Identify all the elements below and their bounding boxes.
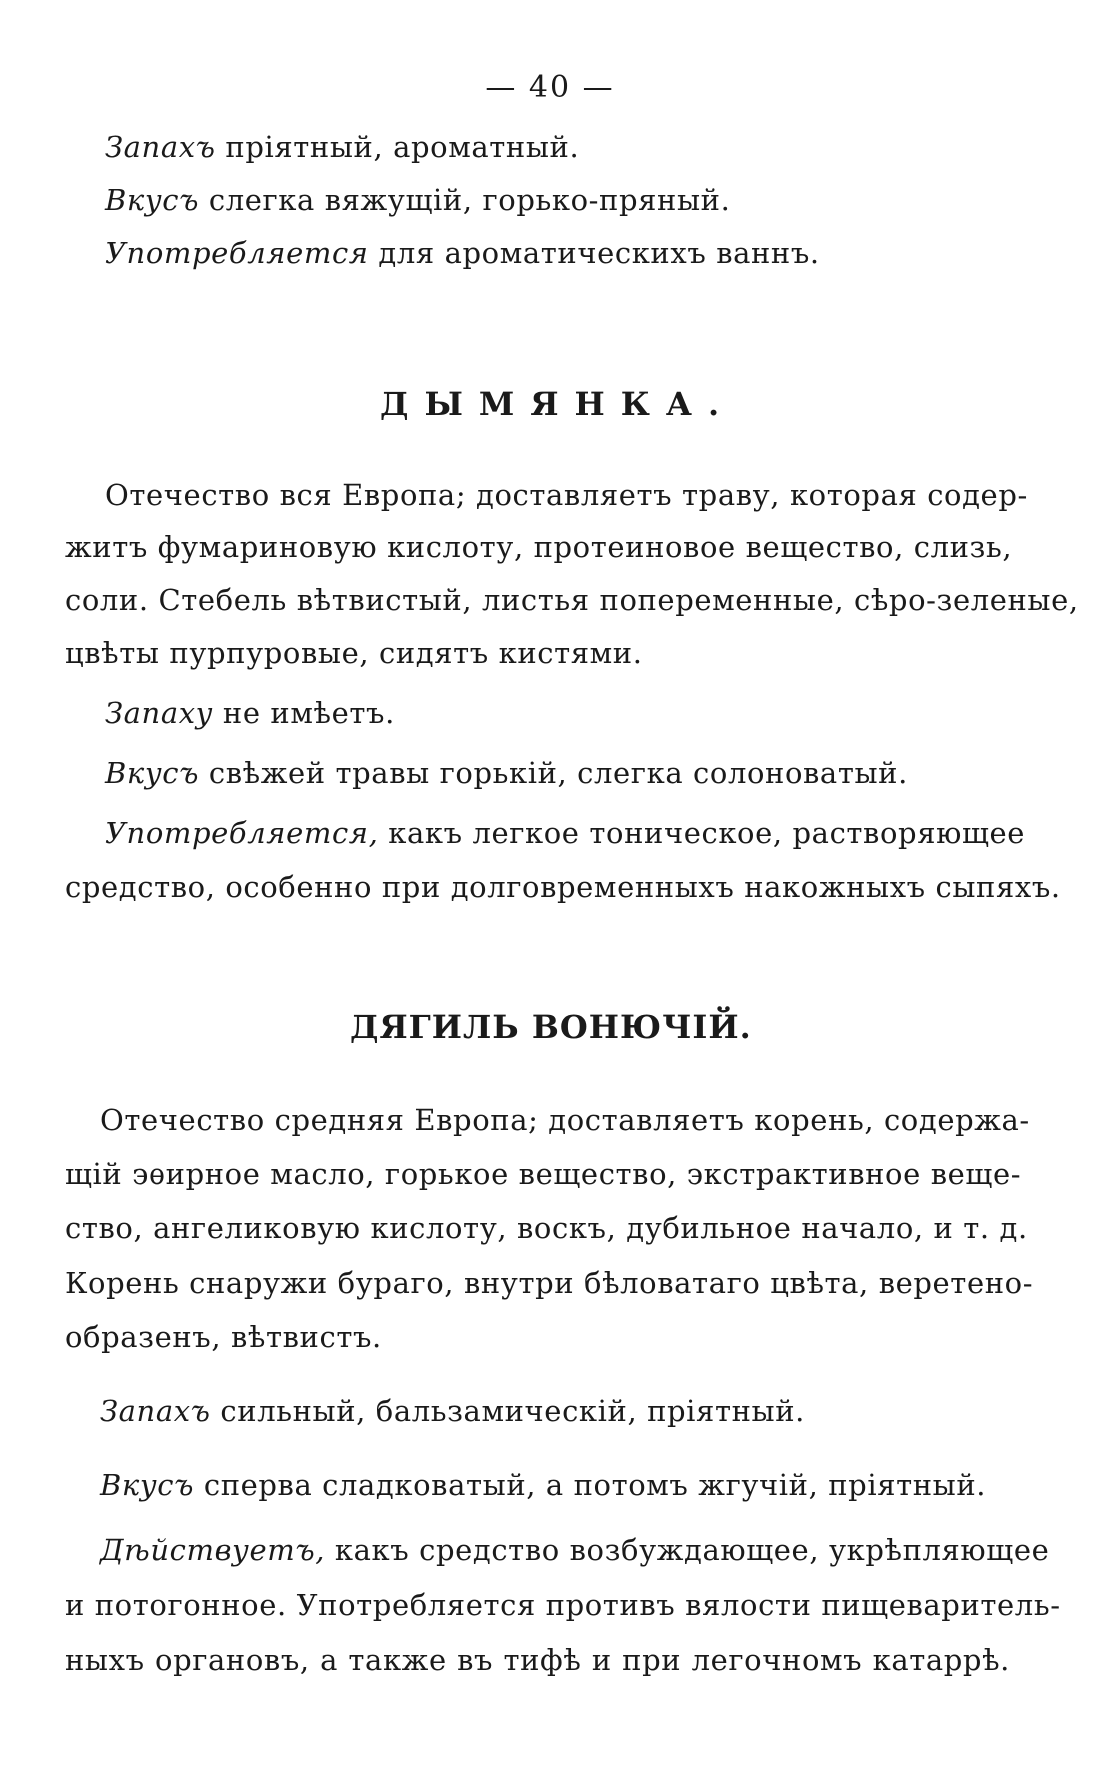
prev-smell-term: Запахъ [105, 130, 216, 164]
prev-taste-text: слегка вяжущій, горько-пряный. [199, 183, 731, 217]
dyagil-desc-line-5: образенъ, вѣтвистъ. [65, 1320, 382, 1354]
dyagil-smell-term: Запахъ [100, 1394, 211, 1428]
prev-use-line [105, 236, 820, 270]
dyagil-desc-line-2: щій эѳирное масло, горькое вещество, экстрактивное веще- [65, 1157, 1022, 1191]
prev-use-text: для ароматическихъ ваннъ. [368, 236, 820, 270]
dyagil-taste-term: Вкусъ [100, 1468, 195, 1502]
dymyanka-desc-line-1: Отечество вся Европа; доставляетъ траву, которая содер- [105, 478, 1028, 512]
dymyanka-desc-line-4: цвѣты пурпуровые, сидятъ кистями. [65, 636, 643, 670]
page-number: — 40 — [485, 70, 615, 105]
dymyanka-taste-term: Вкусъ [105, 756, 200, 790]
dyagil-action-line-2: и потогонное. Употребляется противъ вялости пищеваритель- [65, 1588, 1061, 1622]
dyagil-action-text-1: какъ средство возбуждающее, укрѣпляющее [325, 1533, 1050, 1567]
dyagil-desc-line-4: Корень снаружи бураго, внутри бѣловатаго цвѣта, веретено- [65, 1266, 1034, 1300]
dyagil-taste-text: сперва сладковатый, а потомъ жгучій, пріятный. [194, 1468, 987, 1502]
prev-smell-line [105, 130, 579, 164]
prev-taste-term: Вкусъ [105, 183, 200, 217]
dymyanka-use-line-1 [105, 816, 1026, 850]
dyagil-heading: ДЯГИЛЬ ВОНЮЧІЙ. [350, 1008, 752, 1046]
dymyanka-use-text-1: какъ легкое тоническое, растворяющее [378, 816, 1026, 850]
prev-use-term: Употребляется [105, 236, 369, 270]
prev-smell-text: пріятный, ароматный. [215, 130, 580, 164]
dyagil-taste-line [100, 1468, 986, 1502]
dymyanka-desc-line-3: соли. Стебель вѣтвистый, листья попеременные, сѣро-зеленые, [65, 583, 1079, 617]
dymyanka-smell-text: не имѣетъ. [213, 696, 395, 730]
dymyanka-use-term: Употребляется, [105, 816, 379, 850]
dyagil-smell-text: сильный, бальзамическій, пріятный. [210, 1394, 805, 1428]
prev-taste-line [105, 183, 730, 217]
dyagil-action-line-1 [100, 1533, 1050, 1567]
dymyanka-taste-text: свѣжей травы горькій, слегка солоноватый. [199, 756, 908, 790]
dyagil-desc-line-1: Отечество средняя Европа; доставляетъ корень, содержа- [100, 1103, 1030, 1137]
dymyanka-smell-term: Запаху [105, 696, 214, 730]
dymyanka-smell-line [105, 696, 395, 730]
dymyanka-use-line-2: средство, особенно при долговременныхъ накожныхъ сыпяхъ. [65, 870, 1061, 904]
dymyanka-taste-line [105, 756, 908, 790]
dymyanka-desc-line-2: житъ фумариновую кислоту, протеиновое вещество, слизь, [65, 530, 1013, 564]
dymyanka-heading: ДЫМЯНКА. [380, 385, 736, 423]
dyagil-desc-line-3: ство, ангеликовую кислоту, воскъ, дубильное начало, и т. д. [65, 1211, 1028, 1245]
dyagil-action-line-3: ныхъ органовъ, а также въ тифѣ и при легочномъ катаррѣ. [65, 1643, 1010, 1677]
dyagil-action-term: Дѣйствуетъ, [100, 1533, 326, 1567]
dyagil-smell-line [100, 1394, 805, 1428]
